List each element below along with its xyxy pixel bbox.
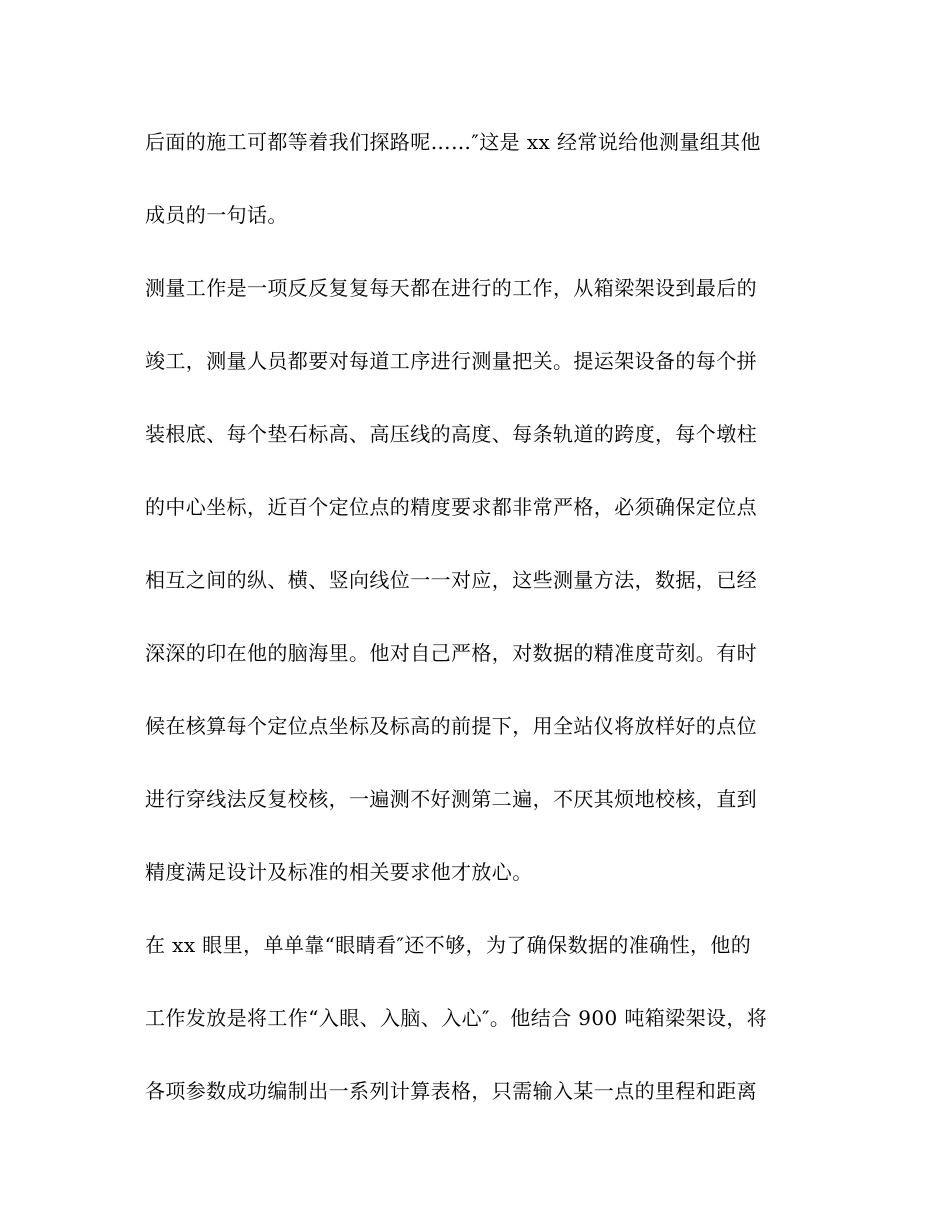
text-line-14: 各项参数成功编制出一系列计算表格，只需输入某一点的里程和距离: [145, 1079, 757, 1103]
text-line-9: 候在核算每个定位点坐标及标高的前提下，用全站仪将放样好的点位: [145, 714, 757, 738]
text-line-11: 精度满足设计及标准的相关要求他才放心。: [145, 860, 533, 884]
text-line-5: 装根底、每个垫石标高、高压线的高度、每条轨道的跨度，每个墩柱: [145, 422, 757, 446]
text-line-13: 工作发放是将工作“入眼、入脑、入心″。他结合 900 吨箱梁架设，将: [145, 1006, 768, 1030]
text-line-3: 测量工作是一项反反复复每天都在进行的工作，从箱梁架设到最后的: [145, 276, 757, 300]
text-line-10: 进行穿线法反复校核，一遍测不好测第二遍，不厌其烦地校核，直到: [145, 787, 757, 811]
text-line-12: 在 xx 眼里，单单靠“眼睛看″还不够，为了确保数据的准确性，他的: [145, 933, 752, 957]
text-line-8: 深深的印在他的脑海里。他对自己严格，对数据的精准度苛刻。有时: [145, 641, 757, 665]
text-line-6: 的中心坐标，近百个定位点的精度要求都非常严格，必须确保定位点: [145, 495, 757, 519]
text-line-7: 相互之间的纵、横、竖向线位一一对应，这些测量方法，数据，已经: [145, 568, 757, 592]
text-line-2: 成员的一句话。: [145, 203, 288, 227]
text-line-1: 后面的施工可都等着我们探路呢……″这是 xx 经常说给他测量组其他: [145, 130, 761, 154]
text-line-4: 竣工，测量人员都要对每道工序进行测量把关。提运架设备的每个拼: [145, 349, 757, 373]
